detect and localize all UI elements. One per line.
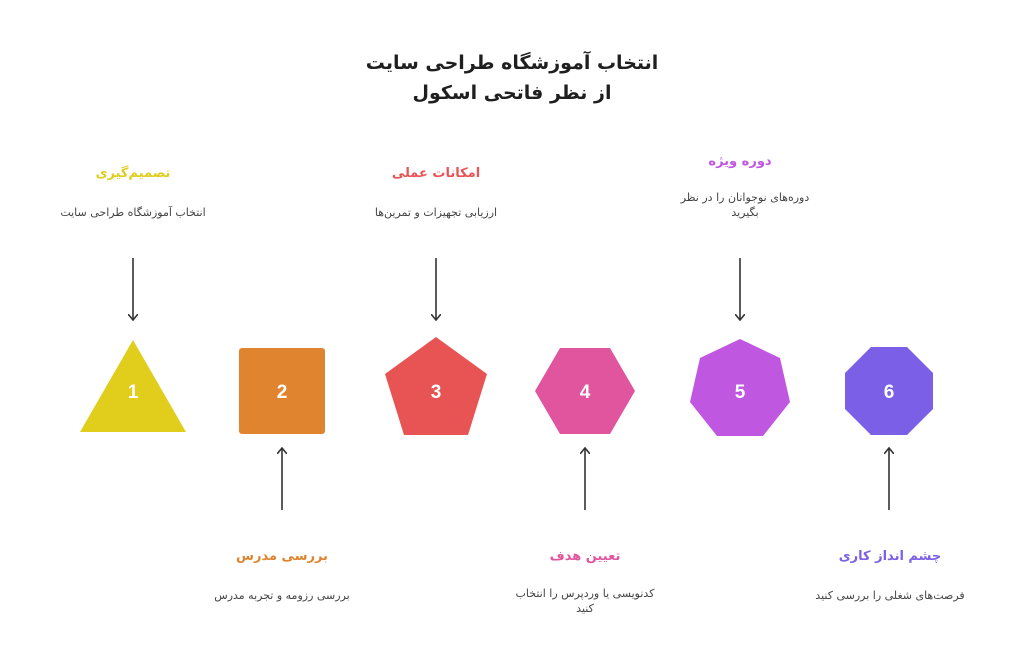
step-6-title: چشم انداز کاری [838, 549, 942, 564]
step-2-title: بررسی مدرس [236, 549, 328, 564]
step-1-description: انتخاب آموزشگاه طراحی سایت [60, 206, 206, 219]
step-5-description: دوره‌های نوجوانان را در نظر بگیرید [680, 191, 810, 219]
step-3-title: امکانات عملی [391, 166, 481, 181]
diagram-title-line-2: از نظر فاتحی اسکول [412, 82, 612, 104]
step-6-description: فرصت‌های شغلی را بررسی کنید [815, 589, 965, 602]
step-5-title: دوره ویژه [708, 154, 772, 169]
step-1-number: 1 [127, 382, 139, 403]
step-5-number: 5 [734, 382, 746, 403]
step-4-number: 4 [579, 382, 591, 403]
step-4-description: کدنویسی یا وردپرس را انتخاب کنید [515, 587, 655, 615]
diagram-title-line-1: انتخاب آموزشگاه طراحی سایت [365, 52, 659, 74]
step-4-title: تعیین هدف [549, 549, 621, 564]
step-6-number: 6 [883, 382, 895, 403]
step-3-description: ارزیابی تجهیزات و تمرین‌ها [374, 206, 498, 219]
step-1-title: تصمیم‌گیری [95, 166, 171, 181]
step-2-description: بررسی رزومه و تجربه مدرس [214, 589, 350, 602]
step-3-number: 3 [430, 382, 442, 403]
step-2-number: 2 [276, 382, 288, 403]
